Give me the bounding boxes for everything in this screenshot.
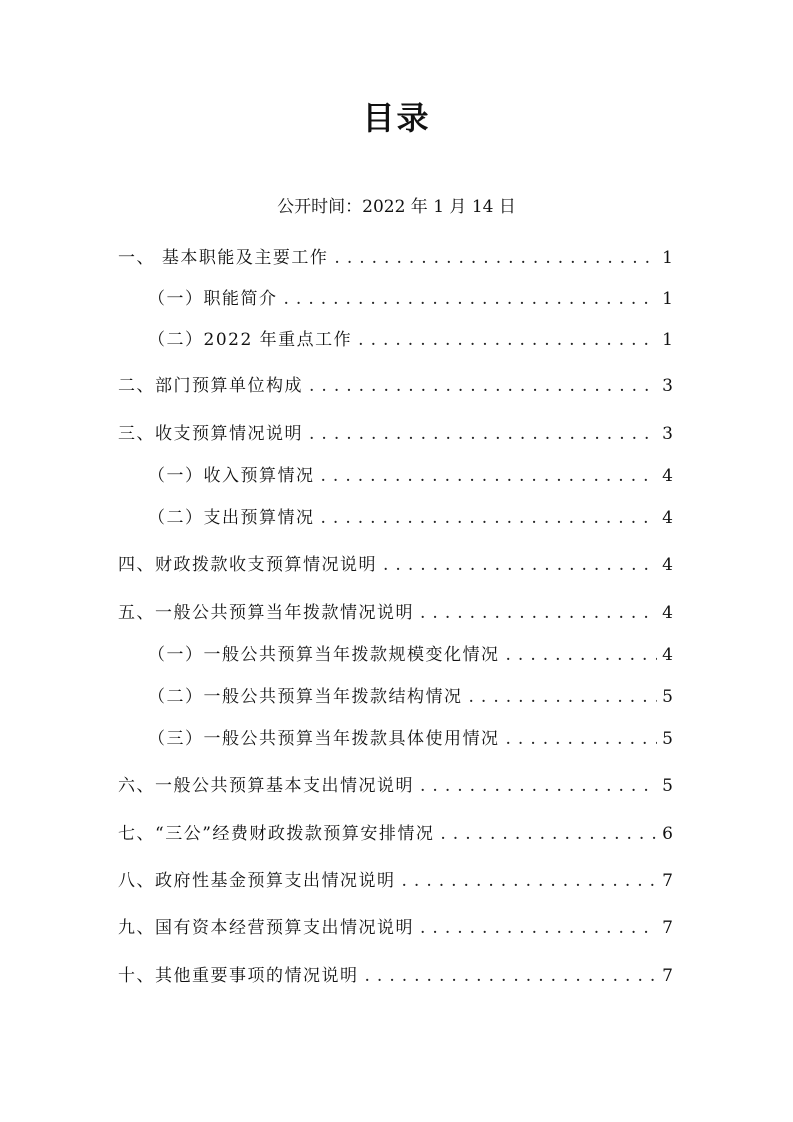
toc-dot-leader [420, 914, 657, 942]
toc-entry[interactable] [118, 772, 673, 800]
toc-dot-leader [358, 326, 657, 354]
toc-entry[interactable] [118, 820, 673, 848]
toc-entry-label: （一）一般公共预算当年拨款规模变化情况 [148, 645, 500, 665]
toc-dot-leader [284, 285, 658, 313]
toc-page-number: 5 [662, 687, 673, 707]
toc-page-number: 1 [662, 248, 673, 268]
toc-entry-label: （二）一般公共预算当年拨款结构情况 [148, 687, 463, 707]
toc-entry[interactable] [118, 599, 673, 627]
toc-entry[interactable] [148, 504, 673, 532]
toc-page-number: 3 [662, 424, 673, 444]
toc-page-number: 7 [662, 966, 673, 986]
toc-dot-leader [402, 867, 658, 895]
toc-page-number: 1 [662, 289, 673, 309]
toc-dot-leader [321, 504, 658, 532]
toc-entry-label: （三）一般公共预算当年拨款具体使用情况 [148, 729, 500, 749]
toc-page-number: 7 [662, 871, 673, 891]
toc-entry[interactable] [148, 326, 673, 354]
toc-entry-label: 七、“三公”经费财政拨款预算安排情况 [118, 824, 435, 844]
toc-entry[interactable] [148, 683, 673, 711]
toc-dot-leader [383, 551, 657, 579]
toc-entry-label: 五、一般公共预算当年拨款情况说明 [118, 603, 414, 623]
toc-entry-label: （二）2022 年重点工作 [148, 330, 353, 350]
toc-entry[interactable] [118, 914, 673, 942]
toc-page-number: 4 [662, 508, 673, 528]
toc-entry-label: 九、国有资本经营预算支出情况说明 [118, 918, 414, 938]
toc-entry-label: 六、一般公共预算基本支出情况说明 [118, 776, 414, 796]
toc-entry-label: 十、其他重要事项的情况说明 [118, 966, 359, 986]
toc-dot-leader [440, 820, 657, 848]
toc-entry[interactable] [118, 551, 673, 579]
toc-dot-leader [309, 420, 657, 448]
toc-entry-label: 二、部门预算单位构成 [118, 376, 303, 396]
toc-dot-leader [365, 962, 658, 990]
toc-dot-leader [309, 372, 657, 400]
toc-dot-leader [506, 725, 658, 753]
toc-page-number: 1 [662, 330, 673, 350]
toc-dot-leader [469, 683, 658, 711]
toc-entry[interactable] [148, 641, 673, 669]
toc-entry-label: 四、财政拨款收支预算情况说明 [118, 555, 377, 575]
toc-entry[interactable] [148, 725, 673, 753]
publish-time: 公开时间：2022 年 1 月 14 日 [277, 197, 516, 217]
toc-entry-label: （一）收入预算情况 [148, 466, 315, 486]
toc-entry[interactable] [148, 285, 673, 313]
toc-entry[interactable] [118, 372, 673, 400]
toc-page-number: 6 [662, 824, 673, 844]
toc-entry[interactable] [148, 462, 673, 490]
toc-page-number: 4 [662, 555, 673, 575]
toc-dot-leader [420, 772, 657, 800]
toc-entry-label: （二）支出预算情况 [148, 508, 315, 528]
toc-entry-label: 三、收支预算情况说明 [118, 424, 303, 444]
toc-dot-leader [506, 641, 658, 669]
toc-dot-leader [420, 599, 657, 627]
toc-page-number: 4 [662, 603, 673, 623]
toc-entry[interactable] [118, 867, 673, 895]
toc-entry[interactable] [118, 244, 673, 272]
toc-entry[interactable] [118, 420, 673, 448]
toc-page-number: 3 [662, 376, 673, 396]
toc-dot-leader [334, 244, 657, 272]
toc-page-number: 7 [662, 918, 673, 938]
toc-page-number: 5 [662, 776, 673, 796]
toc-entry-label: 八、政府性基金预算支出情况说明 [118, 871, 396, 891]
toc-entry[interactable] [118, 962, 673, 990]
toc-entry-label: （一）职能简介 [148, 289, 278, 309]
toc-page-number: 4 [662, 645, 673, 665]
page-title: 目录 [362, 99, 431, 137]
toc-entry-label: 一、 基本职能及主要工作 [118, 248, 329, 268]
toc-page-number: 5 [662, 729, 673, 749]
toc-page-number: 4 [662, 466, 673, 486]
toc-dot-leader [321, 462, 658, 490]
